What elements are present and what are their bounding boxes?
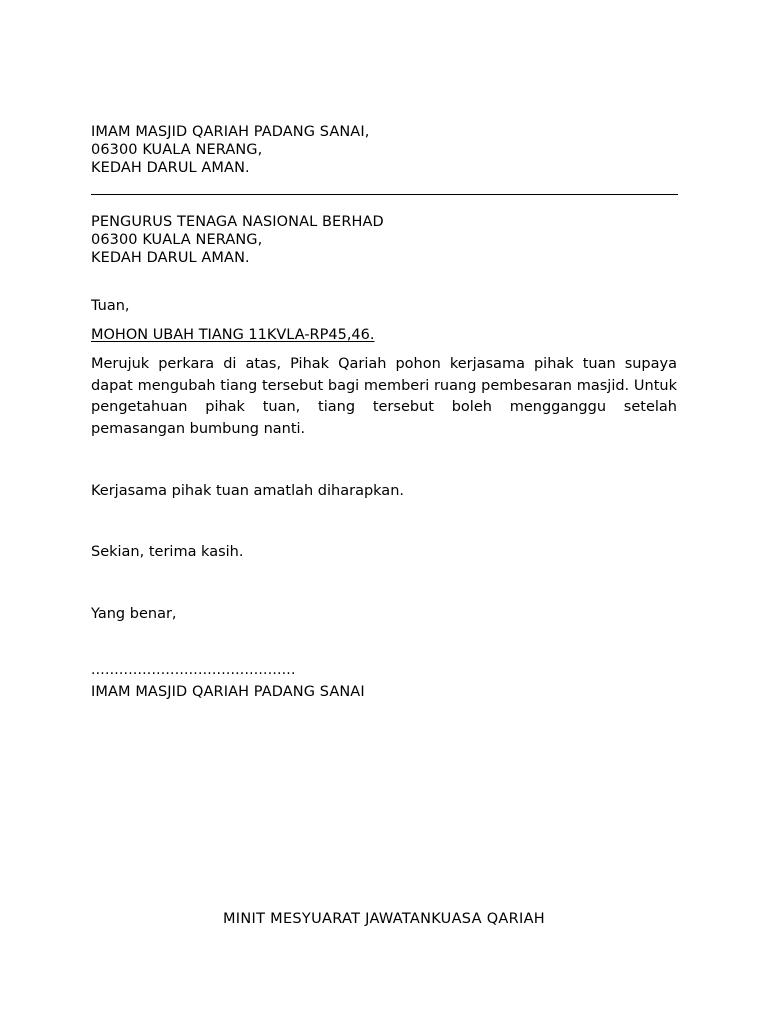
letter-subject: MOHON UBAH TIANG 11KVLA-RP45,46. <box>91 327 375 343</box>
header-divider <box>91 194 678 195</box>
recipient-line-3: KEDAH DARUL AMAN. <box>91 250 250 266</box>
cooperation-line: Kerjasama pihak tuan amatlah diharapkan. <box>91 483 404 499</box>
sign-off: Yang benar, <box>91 606 177 622</box>
signature-line: ............................................ <box>91 662 296 678</box>
sender-address <box>91 123 678 177</box>
body-paragraph: Merujuk perkara di atas, Pihak Qariah pohon kerjasama pihak tuan supaya dapat mengubah tiang tersebut bagi memberi ruang pembesaran masjid. Untuk pengetahuan pihak tuan, tiang tersebut boleh mengganggu setelah pemasangan bumbung nanti. <box>91 356 677 437</box>
sender-line-1: IMAM MASJID QARIAH PADANG SANAI, <box>91 124 370 140</box>
next-section-title: MINIT MESYUARAT JAWATANKUASA QARIAH <box>222 911 546 927</box>
sender-line-3: KEDAH DARUL AMAN. <box>91 160 250 176</box>
recipient-address <box>91 213 678 267</box>
salutation: Tuan, <box>91 298 130 314</box>
signatory-name: IMAM MASJID QARIAH PADANG SANAI <box>91 684 365 700</box>
sender-line-2: 06300 KUALA NERANG, <box>91 142 263 158</box>
closing-line: Sekian, terima kasih. <box>91 544 244 560</box>
recipient-line-2: 06300 KUALA NERANG, <box>91 232 263 248</box>
recipient-line-1: PENGURUS TENAGA NASIONAL BERHAD <box>91 214 384 230</box>
